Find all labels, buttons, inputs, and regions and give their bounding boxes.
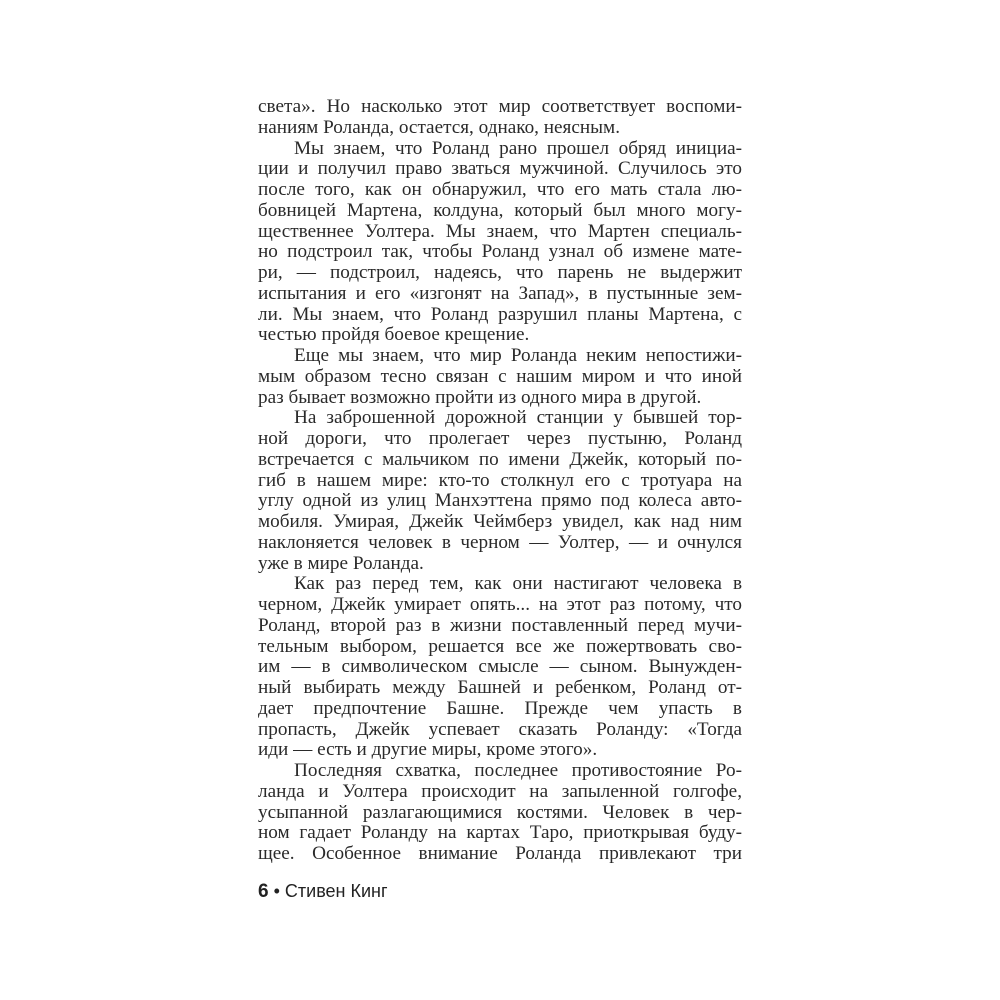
text-line: после того, как он обнаружил, что его мать стала лю- <box>258 179 742 200</box>
text-line: но подстроил так, чтобы Роланд узнал об измене мате- <box>258 241 742 263</box>
text-line: ной дороги, что пролегает через пустыню, Роланд <box>258 428 742 449</box>
text-line: ном гадает Роланду на картах Таро, приоткрывая буду- <box>258 822 742 844</box>
text-line: ланда и Уолтера происходит на запыленной голгофе, <box>258 780 742 802</box>
page-number: 6 <box>258 881 269 902</box>
text-line: щее. Особенное внимание Роланда привлекают три <box>258 843 742 864</box>
text-line: им — в символическом смысле — сыном. Вынужден- <box>258 656 742 678</box>
footer-separator: • <box>273 881 280 901</box>
text-line: усыпанной разлагающимися костями. Человек в чер- <box>258 801 742 823</box>
text-line: ный выбирать между Башней и ребенком, Роланд от- <box>258 677 742 698</box>
text-line: бовницей Мартена, колдуна, который был много могу- <box>258 199 742 221</box>
text-line: гиб в нашем мире: кто-то столкнул его с тротуара на <box>258 469 742 491</box>
text-line: мобиля. Умирая, Джейк Чеймберз увидел, как над ним <box>258 511 742 532</box>
text-line: щественнее Уолтера. Мы знаем, что Мартен специаль- <box>258 220 742 242</box>
text-line: дает предпочтение Башне. Прежде чем упасть в <box>258 697 742 719</box>
text-line: Еще мы знаем, что мир Роланда неким непостижи- <box>294 345 742 366</box>
text-line: наниям Роланда, остается, однако, неясным. <box>258 116 620 138</box>
text-line: Как раз перед тем, как они настигают человека в <box>294 573 742 595</box>
running-author: Стивен Кинг <box>284 881 388 901</box>
text-line: иди — есть и другие миры, кроме этого». <box>258 739 598 761</box>
text-line: На заброшенной дорожной станции у бывшей тор- <box>294 407 742 429</box>
text-line: Последняя схватка, последнее противостояние Ро- <box>294 760 742 781</box>
text-line: встречается с мальчиком по имени Джейк, который по- <box>258 448 742 470</box>
page-footer <box>258 881 388 903</box>
text-line: тельным выбором, решается все же пожертвовать сво- <box>258 635 742 657</box>
text-line: мым образом тесно связан с нашим миром и что иной <box>258 365 742 387</box>
text-line: наклоняется человек в черном — Уолтер, — и очнулся <box>258 531 742 553</box>
text-line: Роланд, второй раз в жизни поставленный перед мучи- <box>258 614 742 636</box>
text-line: испытания и его «изгонят на Запад», в пустынные зем- <box>258 282 742 304</box>
text-line: углу одной из улиц Манхэттена прямо под колеса авто- <box>258 490 742 512</box>
text-line: уже в мире Роланда. <box>258 552 424 574</box>
text-line: света». Но насколько этот мир соответствует воспоми- <box>258 96 742 117</box>
text-line: черном, Джейк умирает опять... на этот раз потому, что <box>258 594 742 615</box>
text-line: пропасть, Джейк успевает сказать Роланду: «Тогда <box>258 718 742 740</box>
text-line: Мы знаем, что Роланд рано прошел обряд инициа- <box>294 137 742 159</box>
text-line: ции и получил право зваться мужчиной. Случилось это <box>258 158 742 180</box>
text-line: честью пройдя боевое крещение. <box>258 324 530 346</box>
page-body-text <box>258 97 742 865</box>
text-line: ли. Мы знаем, что Роланд разрушил планы Мартена, с <box>258 303 742 325</box>
text-line: ри, — подстроил, надеясь, что парень не выдержит <box>258 262 742 283</box>
text-line: раз бывает возможно пройти из одного мира в другой. <box>258 386 702 408</box>
